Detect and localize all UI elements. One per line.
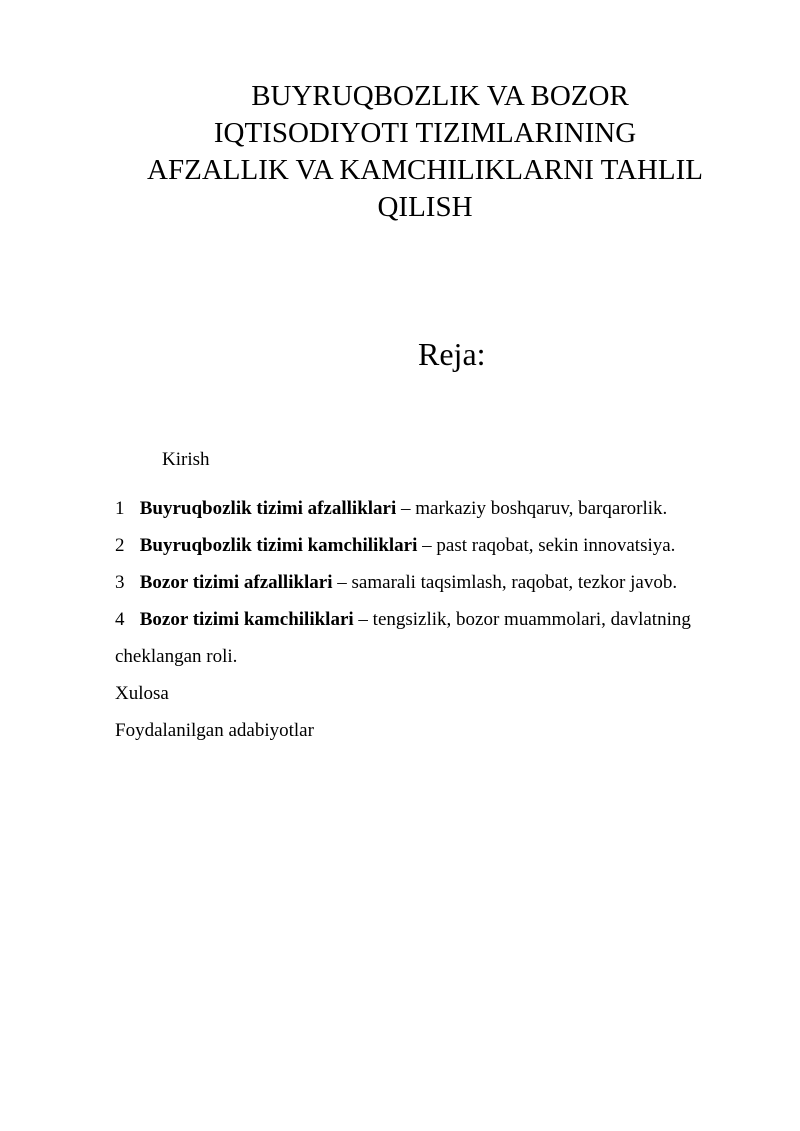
plan-item-text: – past raqobat, sekin innovatsiya. — [417, 535, 676, 556]
plan-item-bold: Buyruqbozlik tizimi afzalliklari — [139, 498, 397, 519]
plan-item-text: – markaziy boshqaruv, barqarorlik. — [396, 498, 668, 519]
plan-heading: Reja: — [418, 336, 486, 372]
plan-item-bold: Bozor tizimi afzalliklari — [139, 572, 333, 593]
plan-item-1 — [115, 490, 755, 527]
title-line-2: IQTISODIYOTI TIZIMLARINING — [213, 117, 637, 149]
plan-item-number: 3 — [115, 572, 125, 593]
plan-item-3 — [115, 564, 755, 601]
plan-item-number: 1 — [115, 498, 125, 519]
plan-item-text: – tengsizlik, bozor muammolari, davlatning cheklangan roli. — [115, 609, 691, 667]
plan-list — [115, 490, 755, 749]
plan-item-number: 4 — [115, 609, 125, 630]
title-line-1: BUYRUQBOZLIK VA BOZOR — [251, 80, 629, 112]
plan-item-number: 2 — [115, 535, 125, 556]
references-item: Foydalanilgan adabiyotlar — [115, 720, 314, 741]
plan-item-2 — [115, 527, 755, 564]
document-title — [110, 78, 740, 226]
plan-item-4 — [115, 601, 755, 675]
plan-item-bold: Buyruqbozlik tizimi kamchiliklari — [139, 535, 418, 556]
plan-item-bold: Bozor tizimi kamchiliklari — [139, 609, 354, 630]
plan-item-text: – samarali taqsimlash, raqobat, tezkor javob. — [332, 572, 678, 593]
title-line-4: QILISH — [377, 191, 473, 223]
intro-item: Kirish — [162, 449, 210, 470]
conclusion-item: Xulosa — [115, 683, 169, 704]
title-line-3: AFZALLIK VA KAMCHILIKLARNI TAHLIL — [147, 154, 703, 186]
